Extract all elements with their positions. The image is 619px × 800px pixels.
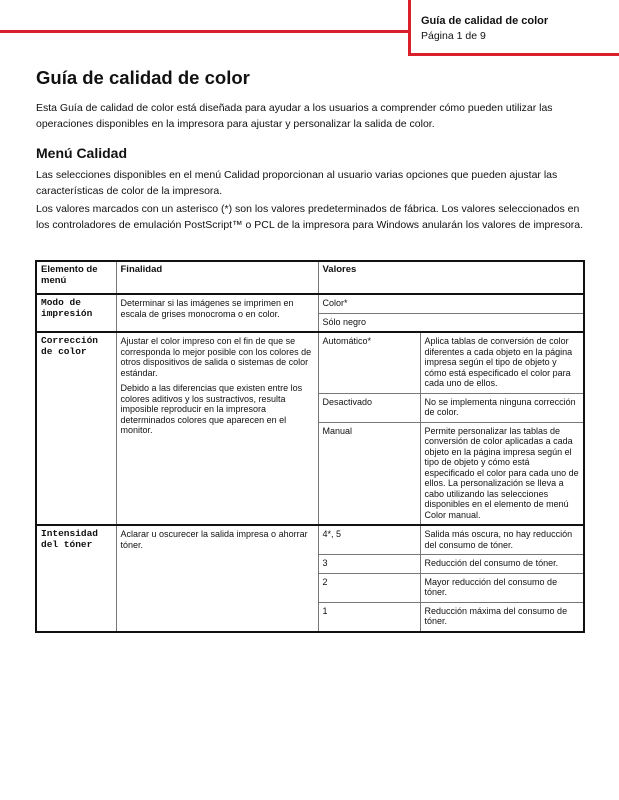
value-cell: Color*: [318, 294, 584, 313]
value-description: Aplica tablas de conversión de color diferentes a cada objeto en la página impresa según el tipo de objeto y cómo está especificado el color para cada uno de ellos.: [420, 332, 584, 393]
table-header-row: [36, 261, 584, 294]
header-title: Guía de calidad de color: [421, 15, 549, 27]
intro-paragraph: Esta Guía de calidad de color está diseñada para ayudar a los usuarios a comprender cómo pueden utilizar las operaciones disponibles en la impresora para ajustar y personalizar la salida de color.: [36, 102, 553, 130]
table-row: [36, 332, 584, 393]
value-cell: Sólo negro: [318, 313, 584, 332]
menu-item-toner-darkness: Intensidad del tóner: [36, 525, 116, 632]
page-header: [408, 0, 619, 56]
value-cell: Automático*: [318, 332, 420, 393]
value-description: Permite personalizar las tablas de conversión de color aplicadas a cada objeto en la página impresa según el tipo de objeto y cómo está especificado el color para cada uno de ellos. La personalización se lleva a cabo utilizando las selecciones disponibles en el elemento de menú Color manual.: [420, 422, 584, 525]
header-rule: [0, 30, 408, 33]
page-number: Página 1 de 9: [421, 30, 486, 42]
value-description: Salida más oscura, no hay reducción del consumo de tóner.: [420, 525, 584, 555]
value-description: No se implementa ninguna corrección de color.: [420, 393, 584, 422]
column-header-values: Valores: [318, 261, 584, 294]
table-row: [36, 294, 584, 313]
value-cell: Desactivado: [318, 393, 420, 422]
section-paragraph-1: Las selecciones disponibles en el menú Calidad proporcionan al usuario varias opciones que pueden ajustar las características de color de la impresora.: [36, 169, 558, 197]
value-cell: Manual: [318, 422, 420, 525]
value-description: Mayor reducción del consumo de tóner.: [420, 573, 584, 602]
table-row: [36, 525, 584, 555]
purpose-note: Debido a las diferencias que existen entre los colores aditivos y los sustractivos, resulta imposible reproducir en la impresora determinados colores que aparecen en el monitor.: [120, 383, 303, 435]
quality-menu-table: [35, 260, 585, 633]
value-cell: 3: [318, 555, 420, 574]
purpose-cell: [116, 332, 318, 525]
value-description: Reducción del consumo de tóner.: [420, 555, 584, 574]
header-divider-vertical: [408, 0, 411, 56]
section-title: Menú Calidad: [36, 145, 128, 161]
value-description: Reducción máxima del consumo de tóner.: [420, 602, 584, 632]
value-cell: 2: [318, 573, 420, 602]
value-cell: 4*, 5: [318, 525, 420, 555]
section-paragraph-2: Los valores marcados con un asterisco (*) son los valores predeterminados de fábrica. Los valores seleccionados en los controladores de emulación PostScript™ o PCL de la impresora para Windows anularán los valores de impresora.: [36, 203, 584, 231]
purpose-cell: Aclarar u oscurecer la salida impresa o ahorrar tóner.: [116, 525, 318, 632]
menu-item-color-correction: Corrección de color: [36, 332, 116, 525]
column-header-purpose: Finalidad: [116, 261, 318, 294]
column-header-item: Elemento de menú: [36, 261, 116, 294]
document-title: Guía de calidad de color: [36, 67, 250, 88]
value-cell: 1: [318, 602, 420, 632]
purpose-text: Ajustar el color impreso con el fin de que se corresponda lo mejor posible con los colores de otros dispositivos de salida o sistemas de color estándar.: [120, 336, 312, 378]
purpose-cell: Determinar si las imágenes se imprimen en escala de grises monocroma o en color.: [116, 294, 318, 332]
header-divider-bottom: [408, 53, 619, 56]
menu-item-print-mode: Modo de impresión: [36, 294, 116, 332]
